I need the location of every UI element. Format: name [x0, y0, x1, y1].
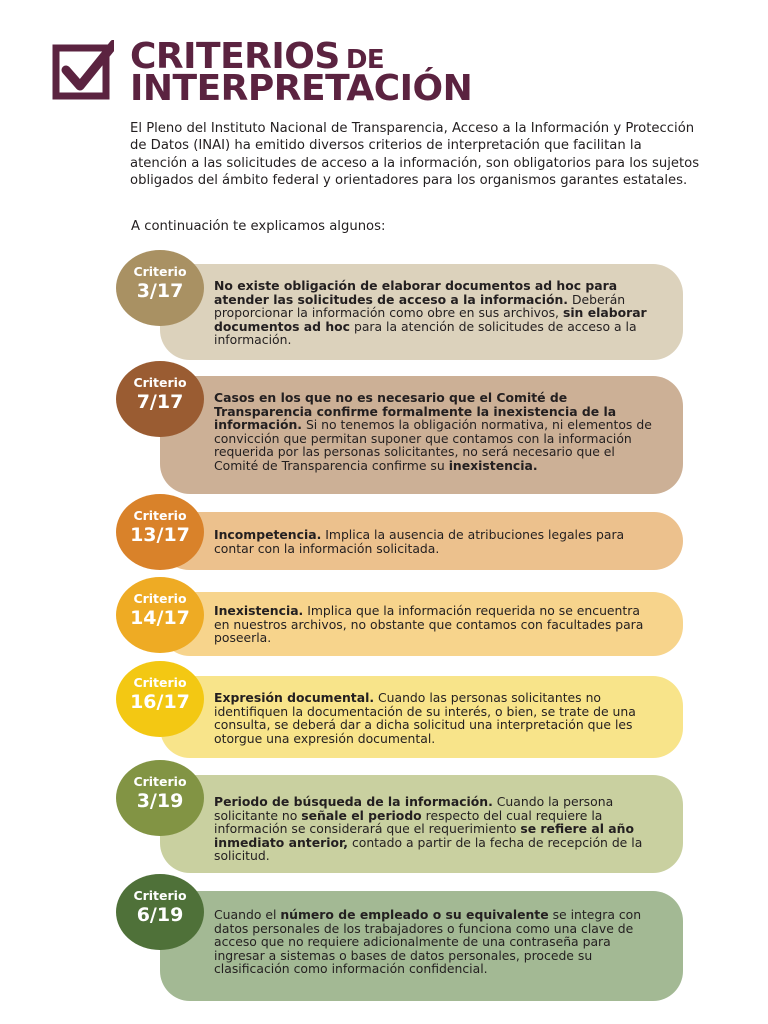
criterion-number: 7/17 — [136, 391, 184, 413]
criterion-label: Criterio — [133, 508, 187, 523]
criterion-badge — [116, 577, 204, 653]
criterion-description — [214, 604, 659, 645]
criterion-badge — [116, 661, 204, 737]
criterion-text-part: Inexistencia. — [214, 603, 304, 618]
checkbox-check-icon — [52, 40, 114, 102]
criterion-text-part: Cuando la persona solicitante no — [214, 794, 614, 823]
intro-paragraph: El Pleno del Instituto Nacional de Transparencia, Acceso a la Información y Protección de Datos (INAI) ha emitido diversos criterios de interpretación que facilitan la atención a las solicitudes de acceso a la información, son obligatorios para los sujetos obligados del ámbito federal y orientadores para los organismos garantes estatales. — [130, 121, 700, 188]
criterion-text-part: inexistencia. — [448, 457, 538, 473]
criterion-text-part: se refiere al año inmediato anterior, — [214, 821, 634, 850]
criterion-badge — [116, 361, 204, 437]
subintro-text: A continuación te explicamos algunos: — [131, 219, 386, 234]
criterion-text-part: Deberán proporcionar la información como obre en sus archivos, — [214, 291, 626, 321]
criterion-text-part: respecto del cual requiere la información se considerará que el requerimiento — [214, 807, 603, 837]
criterion-description — [214, 691, 659, 745]
criterion-badge — [116, 760, 204, 836]
criterion-badge — [116, 250, 204, 326]
criterion-badge — [116, 494, 204, 570]
criterion-text-part: se integra con datos personales de los trabajadores o funciona como una clave de acceso que no requiere adicionalmente de una contraseña para ingresar a sistemas o bases de datos personales, procede su clasificación como información confidencial. — [214, 907, 642, 977]
criterion-text-part: Cuando las personas solicitantes no identifiquen la documentación de su interés, o bien, se trate de una consulta, se deberá dar a dicha solicitud una interpretación que les otorgue una expresión documental. — [214, 690, 636, 746]
criterion-text-part: Cuando el — [214, 907, 281, 922]
criterion-text-part: Incompetencia. — [214, 527, 322, 542]
criterion-text-part: Periodo de búsqueda de la información. — [214, 794, 493, 809]
criterion-number: 14/17 — [130, 607, 190, 629]
criterion-description — [214, 279, 659, 347]
criterion-description — [214, 908, 659, 976]
criterion-label: Criterio — [133, 675, 187, 690]
criterion-text-part: para la atención de solicitudes de acceso a la información. — [214, 318, 637, 348]
criterion-number: 16/17 — [130, 691, 190, 713]
page-title-line2: INTERPRETACIÓN — [130, 68, 473, 109]
criterion-description — [214, 795, 659, 863]
criterion-label: Criterio — [133, 591, 187, 606]
criterion-label: Criterio — [133, 888, 187, 903]
criterion-label: Criterio — [133, 264, 187, 279]
criterion-badge — [116, 874, 204, 950]
criterion-text-part: sin elaborar documentos ad hoc — [214, 305, 647, 334]
criterion-description — [214, 528, 659, 555]
criterion-text-part: No existe obligación de elaborar documentos ad hoc para atender las solicitudes de acceso a la información. — [214, 278, 618, 307]
criterion-text-part: Implica que la información requerida no se encuentra en nuestros archivos, no obstante que contamos con facultades para poseerla. — [214, 603, 644, 646]
criterion-text-part: señale el periodo — [301, 807, 422, 823]
title-word-de: DE — [345, 45, 385, 75]
criterion-label: Criterio — [133, 774, 187, 789]
criterion-text-part: Expresión documental. — [214, 690, 375, 705]
criterion-number: 13/17 — [130, 524, 190, 546]
criterion-number: 3/19 — [136, 790, 184, 812]
criterion-number: 6/19 — [136, 904, 184, 926]
criterion-text-part: contado a partir de la fecha de recepción de la solicitud. — [214, 834, 643, 864]
criterion-text-part: Si no tenemos la obligación normativa, ni elementos de convicción que permitan suponer que contamos con la información requerida por las personas solicitantes, no será necesario que el Comité de Transparencia confirme su — [214, 417, 652, 473]
criterion-label: Criterio — [133, 375, 187, 390]
criterion-description — [214, 391, 659, 473]
criterion-text-part: número de empleado o su equivalente — [280, 907, 549, 922]
title-word-criterios: CRITERIOS — [130, 36, 340, 77]
header — [52, 22, 532, 109]
criterion-number: 3/17 — [136, 280, 184, 302]
criterion-text-part: Implica la ausencia de atribuciones legales para contar con la información solicitada. — [214, 527, 625, 556]
criterion-text-part: Casos en los que no es necesario que el Comité de Transparencia confirme formalmente la inexistencia de la información. — [214, 390, 617, 433]
